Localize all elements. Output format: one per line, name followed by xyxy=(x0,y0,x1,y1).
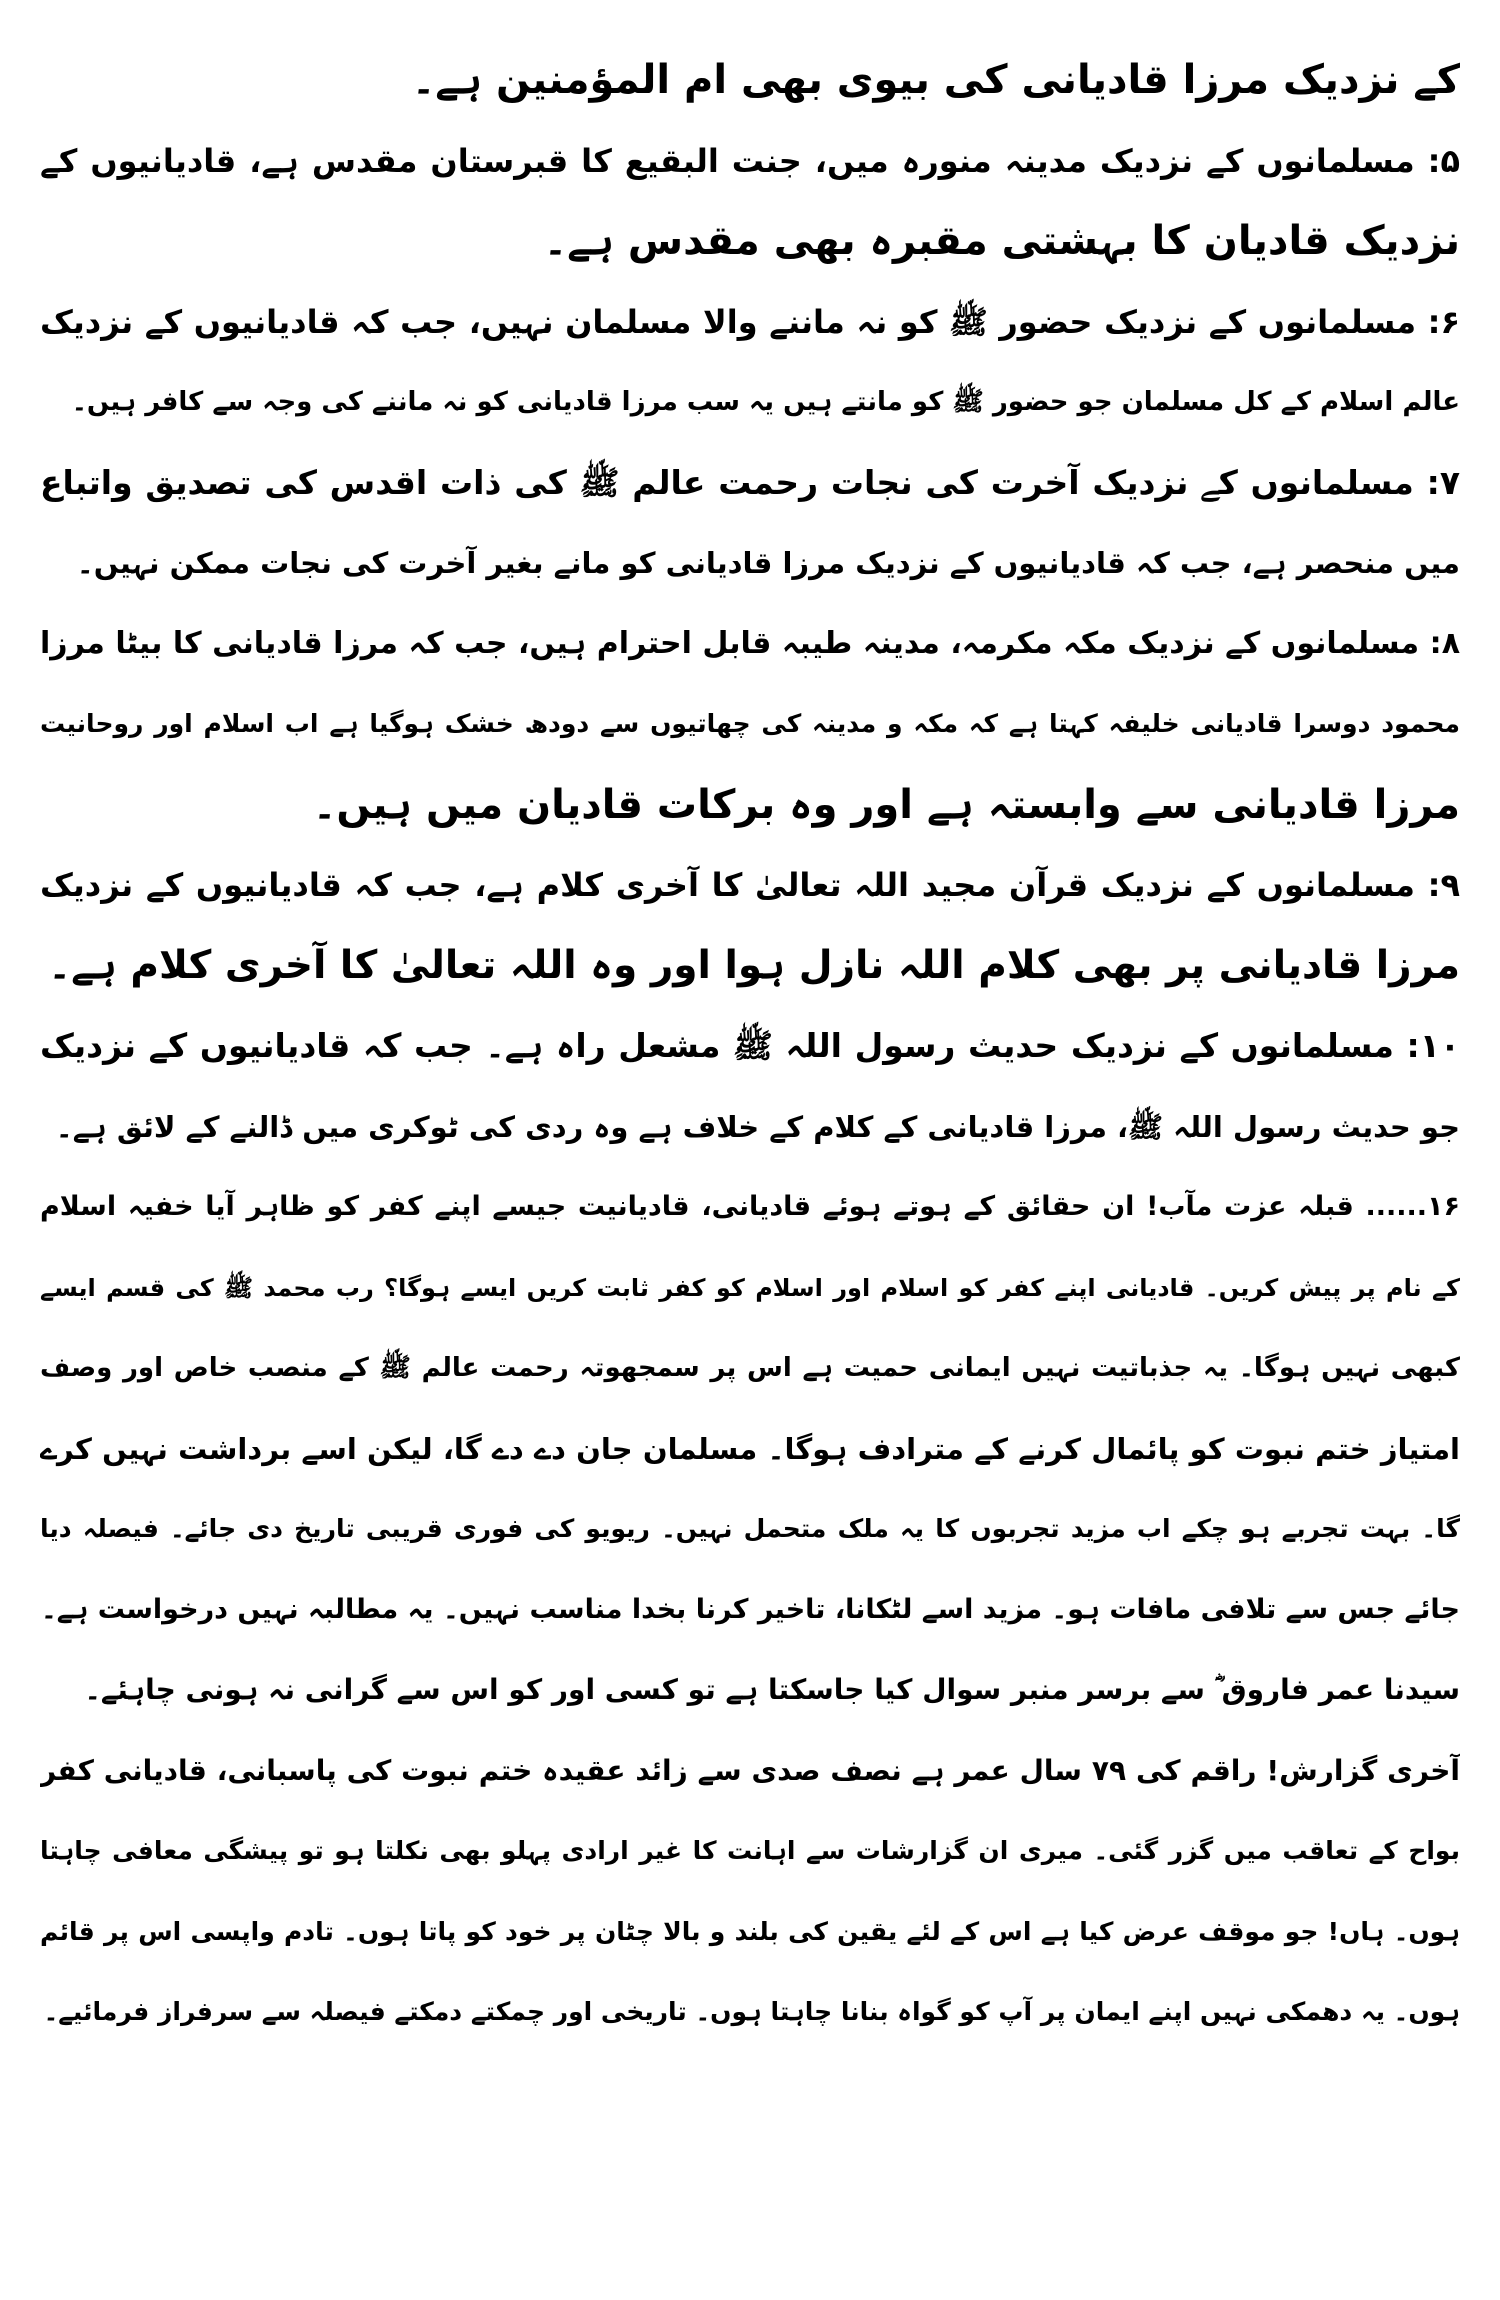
text-line: ۱۰: مسلمانوں کے نزدیک حدیث رسول اللہ ﷺ مشعل راہ ہے۔ جب کہ قادیانیوں کے نزدیک xyxy=(40,1026,1460,1065)
text-line: ۵: مسلمانوں کے نزدیک مدینہ منورہ میں، جنت البقیع کا قبرستان مقدس ہے، قادیانیوں کے xyxy=(40,141,1460,180)
text-line: ۹: مسلمانوں کے نزدیک قرآن مجید اللہ تعالیٰ کا آخری کلام ہے، جب کہ قادیانیوں کے نزدیک xyxy=(40,866,1460,904)
text-line: ہوں۔ ہاں! جو موقف عرض کیا ہے اس کے لئے یقین کی بلند و بالا چٹان پر خود کو پاتا ہوں۔ تادم واپسی اس پر قائم xyxy=(40,1916,1460,1946)
text-line: سیدنا عمر فاروق ؓ سے برسر منبر سوال کیا جاسکتا ہے تو کسی اور کو اس سے گرانی نہ ہونی چاہئے۔ xyxy=(84,1673,1460,1706)
text-line: مرزا قادیانی پر بھی کلام اللہ نازل ہوا اور وہ اللہ تعالیٰ کا آخری کلام ہے۔ xyxy=(48,942,1460,988)
text-line: ۶: مسلمانوں کے نزدیک حضور ﷺ کو نہ ماننے والا مسلمان نہیں، جب کہ قادیانیوں کے نزدیک xyxy=(40,302,1460,341)
text-line: ۷: مسلمانوں کے نزدیک آخرت کی نجات رحمت عالم ﷺ کی ذات اقدس کی تصدیق واتباع xyxy=(40,462,1460,502)
text-line: مرزا قادیانی سے وابستہ ہے اور وہ برکات قادیان میں ہیں۔ xyxy=(312,781,1460,828)
text-line: کبھی نہیں ہوگا۔ یہ جذباتیت نہیں ایمانی حمیت ہے اس پر سمجھوتہ رحمت عالم ﷺ کے منصب خاص اور وصف xyxy=(40,1353,1460,1383)
text-line: جائے جس سے تلافی مافات ہو۔ مزید اسے لٹکانا، تاخیر کرنا بخدا مناسب نہیں۔ یہ مطالبہ نہیں درخواست ہے۔ xyxy=(40,1593,1460,1625)
text-line: میں منحصر ہے، جب کہ قادیانیوں کے نزدیک مرزا قادیانی کو مانے بغیر آخرت کی نجات ممکن نہیں۔ xyxy=(76,546,1460,580)
text-line: کے نزدیک مرزا قادیانی کی بیوی بھی ام المؤمنین ہے۔ xyxy=(411,57,1460,103)
document-text-body xyxy=(40,40,1460,2053)
text-line: محمود دوسرا قادیانی خلیفہ کہتا ہے کہ مکہ و مدینہ کی چھاتیوں سے دودھ خشک ہوگیا ہے اب اسلام اور روحانیت xyxy=(40,709,1460,738)
text-line: بواح کے تعاقب میں گزر گئی۔ میری ان گزارشات سے اہانت کا غیر ارادی پہلو بھی نکلتا ہو تو پیشگی معافی چاہتا xyxy=(40,1836,1460,1865)
text-line: امتیاز ختم نبوت کو پائمال کرنے کے مترادف ہوگا۔ مسلمان جان دے دے گا، لیکن اسے برداشت نہیں کرے xyxy=(40,1431,1460,1466)
text-line: کے نام پر پیش کریں۔ قادیانی اپنے کفر کو اسلام اور اسلام کو کفر ثابت کریں ایسے ہوگا؟ رب محمد ﷺ کی قسم ایسے xyxy=(40,1273,1460,1302)
text-line: گا۔ بہت تجربے ہو چکے اب مزید تجربوں کا یہ ملک متحمل نہیں۔ ریویو کی فوری قریبی تاریخ دی جائے۔ فیصلہ دیا xyxy=(40,1514,1460,1543)
text-line: ۸: مسلمانوں کے نزدیک مکہ مکرمہ، مدینہ طیبہ قابل احترام ہیں، جب کہ مرزا قادیانی کا بیٹا مرزا xyxy=(40,625,1460,661)
text-line: عالم اسلام کے کل مسلمان جو حضور ﷺ کو مانتے ہیں یہ سب مرزا قادیانی کو نہ ماننے کی وجہ سے کافر ہیں۔ xyxy=(71,387,1460,417)
text-line: آخری گزارش! راقم کی ۷۹ سال عمر ہے نصف صدی سے زائد عقیدہ ختم نبوت کی پاسبانی، قادیانی کفر xyxy=(40,1753,1460,1787)
text-line: نزدیک قادیان کا بہشتی مقبرہ بھی مقدس ہے۔ xyxy=(543,218,1460,264)
text-line: جو حدیث رسول اللہ ﷺ، مرزا قادیانی کے کلام کے خلاف ہے وہ ردی کی ٹوکری میں ڈالنے کے لائق ہے۔ xyxy=(55,1109,1460,1144)
text-line: ہوں۔ یہ دھمکی نہیں اپنے ایمان پر آپ کو گواہ بنانا چاہتا ہوں۔ تاریخی اور چمکتے دمکتے فیصلہ سے سرفراز فرمائیے۔ xyxy=(43,1997,1460,2026)
text-line: ۱۶...... قبلہ عزت مآب! ان حقائق کے ہوتے ہوئے قادیانی، قادیانیت جیسے اپنے کفر کو ظاہر آیا خفیہ اسلام xyxy=(40,1191,1460,1222)
